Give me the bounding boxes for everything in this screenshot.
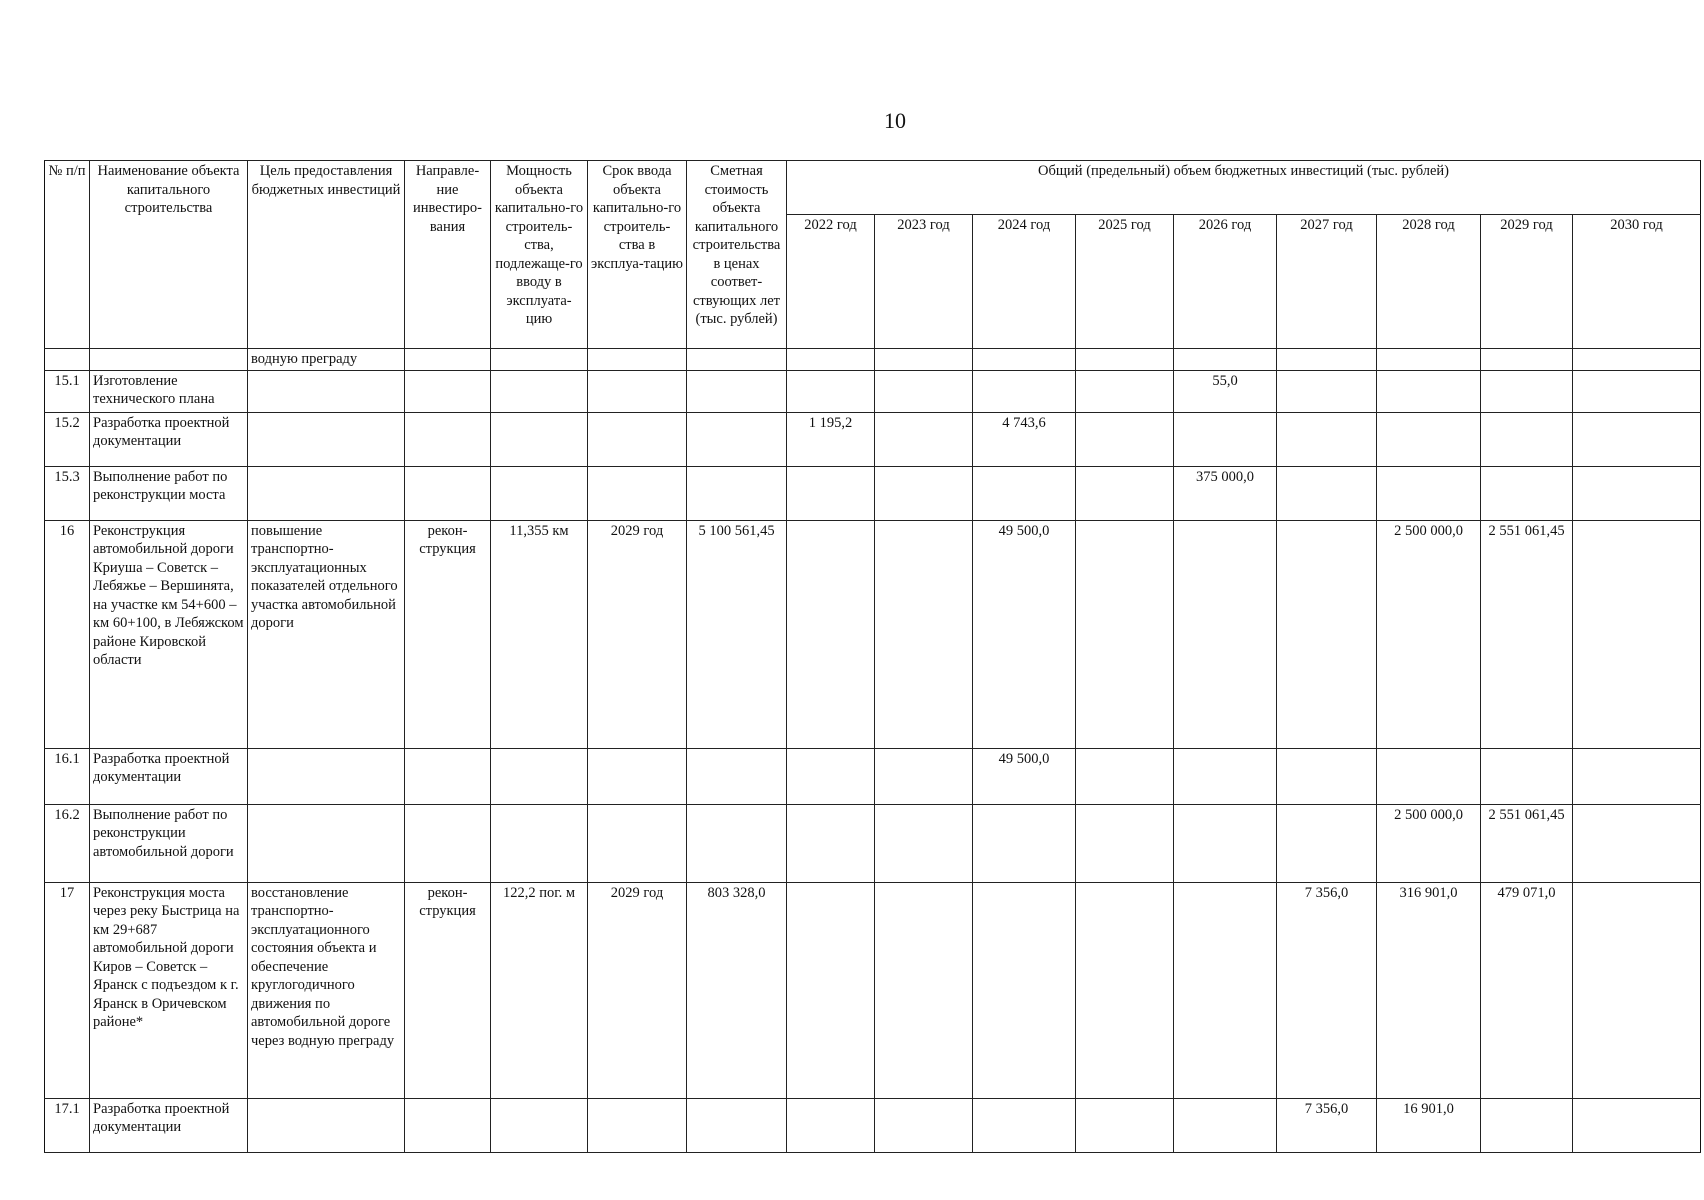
cell-capacity [491,748,588,804]
cell-capacity: 11,355 км [491,520,588,748]
cell-year-3: 49 500,0 [973,520,1076,748]
cell-year-4 [1076,1098,1174,1152]
table-row [45,748,1701,804]
cell-cost [687,349,787,371]
cell-year-1 [787,804,875,882]
header-year-9: 2030 год [1573,215,1701,349]
cell-name: Изготовление технического плана [90,370,248,412]
cell-year-6: 7 356,0 [1277,882,1377,1098]
table-row [45,1098,1701,1152]
table-row [45,466,1701,520]
header-year-3: 2024 год [973,215,1076,349]
header-year-1: 2022 год [787,215,875,349]
cell-year-8: 2 551 061,45 [1481,520,1573,748]
cell-deadline [588,1098,687,1152]
cell-capacity [491,1098,588,1152]
cell-direction: рекон-струкция [405,882,491,1098]
cell-year-2 [875,804,973,882]
table-row [45,520,1701,748]
cell-year-9 [1573,804,1701,882]
cell-name: Реконструкция моста через реку Быстрица на км 29+687 автомобильной дороги Киров – Советск – Яранск с подъездом к г. Яранск в Оричевском районе* [90,882,248,1098]
cell-year-6 [1277,520,1377,748]
cell-purpose: водную преграду [248,349,405,371]
cell-year-7 [1377,370,1481,412]
cell-year-4 [1076,748,1174,804]
cell-year-1 [787,1098,875,1152]
cell-year-9 [1573,520,1701,748]
cell-deadline [588,412,687,466]
cell-year-6 [1277,804,1377,882]
cell-deadline [588,804,687,882]
cell-year-6 [1277,412,1377,466]
cell-year-2 [875,520,973,748]
table-row [45,804,1701,882]
table-row [45,370,1701,412]
cell-year-8: 479 071,0 [1481,882,1573,1098]
cell-year-4 [1076,882,1174,1098]
cell-direction [405,412,491,466]
cell-year-9 [1573,748,1701,804]
cell-year-6 [1277,466,1377,520]
cell-year-8 [1481,412,1573,466]
cell-year-3: 49 500,0 [973,748,1076,804]
header-purpose: Цель предоставления бюджетных инвестиций [248,161,405,349]
cell-cost [687,466,787,520]
cell-year-6 [1277,349,1377,371]
header-total: Общий (предельный) объем бюджетных инвестиций (тыс. рублей) [787,161,1701,215]
cell-year-1: 1 195,2 [787,412,875,466]
table-row [45,412,1701,466]
cell-year-3 [973,349,1076,371]
cell-year-5 [1174,1098,1277,1152]
cell-year-3: 4 743,6 [973,412,1076,466]
cell-year-7 [1377,466,1481,520]
cell-year-5: 55,0 [1174,370,1277,412]
cell-year-3 [973,882,1076,1098]
cell-year-4 [1076,412,1174,466]
cell-deadline [588,349,687,371]
cell-year-9 [1573,349,1701,371]
cell-year-7: 2 500 000,0 [1377,804,1481,882]
cell-year-2 [875,370,973,412]
cell-year-7: 2 500 000,0 [1377,520,1481,748]
cell-cost [687,804,787,882]
cell-cost: 803 328,0 [687,882,787,1098]
cell-name: Разработка проектной документации [90,412,248,466]
cell-year-7 [1377,349,1481,371]
cell-year-9 [1573,1098,1701,1152]
cell-year-5 [1174,882,1277,1098]
header-year-5: 2026 год [1174,215,1277,349]
cell-num: 17 [45,882,90,1098]
cell-name [90,349,248,371]
cell-purpose [248,748,405,804]
cell-year-2 [875,466,973,520]
cell-cost [687,1098,787,1152]
header-year-7: 2028 год [1377,215,1481,349]
cell-capacity [491,370,588,412]
cell-num: 15.2 [45,412,90,466]
cell-name: Выполнение работ по реконструкции автомобильной дороги [90,804,248,882]
cell-year-6 [1277,748,1377,804]
budget-investments-table [44,160,1701,1153]
cell-direction [405,466,491,520]
cell-purpose [248,466,405,520]
cell-deadline [588,370,687,412]
cell-year-4 [1076,349,1174,371]
cell-year-5 [1174,520,1277,748]
cell-direction [405,748,491,804]
cell-year-5: 375 000,0 [1174,466,1277,520]
cell-num: 16.1 [45,748,90,804]
cell-purpose: повышение транспортно-эксплуатационных показателей отдельного участка автомобильной дороги [248,520,405,748]
cell-purpose [248,370,405,412]
cell-num: 16 [45,520,90,748]
cell-year-5 [1174,748,1277,804]
cell-deadline [588,748,687,804]
cell-deadline: 2029 год [588,882,687,1098]
cell-year-3 [973,804,1076,882]
page-number: 10 [884,108,906,133]
cell-year-7: 16 901,0 [1377,1098,1481,1152]
table-row [45,882,1701,1098]
cell-year-1 [787,349,875,371]
header-direction: Направле-ние инвестиро-вания [405,161,491,349]
cell-purpose [248,1098,405,1152]
cell-year-1 [787,370,875,412]
cell-year-9 [1573,882,1701,1098]
cell-capacity [491,412,588,466]
cell-direction [405,349,491,371]
cell-num: 17.1 [45,1098,90,1152]
cell-direction [405,804,491,882]
cell-direction [405,1098,491,1152]
cell-year-6: 7 356,0 [1277,1098,1377,1152]
cell-year-5 [1174,349,1277,371]
cell-year-1 [787,882,875,1098]
header-year-8: 2029 год [1481,215,1573,349]
cell-name: Разработка проектной документации [90,1098,248,1152]
cell-name: Разработка проектной документации [90,748,248,804]
cell-year-4 [1076,466,1174,520]
cell-year-8 [1481,1098,1573,1152]
header-year-4: 2025 год [1076,215,1174,349]
cell-year-6 [1277,370,1377,412]
header-capacity: Мощность объекта капитально-го строитель-ства, подлежаще-го вводу в эксплуата-цию [491,161,588,349]
header-name: Наименование объекта капитального строительства [90,161,248,349]
cell-capacity [491,349,588,371]
cell-year-2 [875,882,973,1098]
cell-year-3 [973,1098,1076,1152]
cell-deadline: 2029 год [588,520,687,748]
cell-year-3 [973,466,1076,520]
cell-capacity: 122,2 пог. м [491,882,588,1098]
cell-year-3 [973,370,1076,412]
cell-year-2 [875,748,973,804]
cell-capacity [491,466,588,520]
cell-num: 16.2 [45,804,90,882]
cell-year-5 [1174,412,1277,466]
cell-year-2 [875,1098,973,1152]
cell-num: 15.1 [45,370,90,412]
cell-year-2 [875,412,973,466]
cell-year-2 [875,349,973,371]
cell-year-9 [1573,412,1701,466]
cell-year-8: 2 551 061,45 [1481,804,1573,882]
cell-year-7: 316 901,0 [1377,882,1481,1098]
cell-year-9 [1573,466,1701,520]
cell-purpose: восстановление транспортно-эксплуатационного состояния объекта и обеспечение круглогодичного движения по автомобильной дороге через водную преграду [248,882,405,1098]
cell-year-8 [1481,370,1573,412]
cell-cost [687,370,787,412]
cell-year-4 [1076,520,1174,748]
cell-direction: рекон-струкция [405,520,491,748]
cell-direction [405,370,491,412]
table-row [45,349,1701,371]
cell-year-8 [1481,466,1573,520]
header-num: № п/п [45,161,90,349]
header-cost: Сметная стоимость объекта капитального строительства в ценах соответ-ствующих лет (тыс. рублей) [687,161,787,349]
cell-year-4 [1076,370,1174,412]
cell-num: 15.3 [45,466,90,520]
cell-year-4 [1076,804,1174,882]
cell-cost [687,748,787,804]
cell-year-1 [787,748,875,804]
cell-year-1 [787,466,875,520]
header-deadline: Срок ввода объекта капитально-го строитель-ства в эксплуа-тацию [588,161,687,349]
cell-cost [687,412,787,466]
cell-year-1 [787,520,875,748]
cell-purpose [248,412,405,466]
cell-num [45,349,90,371]
cell-name: Выполнение работ по реконструкции моста [90,466,248,520]
cell-year-7 [1377,748,1481,804]
cell-year-8 [1481,748,1573,804]
cell-purpose [248,804,405,882]
header-year-6: 2027 год [1277,215,1377,349]
cell-year-7 [1377,412,1481,466]
cell-year-9 [1573,370,1701,412]
cell-capacity [491,804,588,882]
cell-year-5 [1174,804,1277,882]
cell-name: Реконструкция автомобильной дороги Криуша – Советск – Лебяжье – Вершинята, на участке км 54+600 – км 60+100, в Лебяжском районе Кировской области [90,520,248,748]
cell-deadline [588,466,687,520]
cell-cost: 5 100 561,45 [687,520,787,748]
cell-year-8 [1481,349,1573,371]
header-year-2: 2023 год [875,215,973,349]
